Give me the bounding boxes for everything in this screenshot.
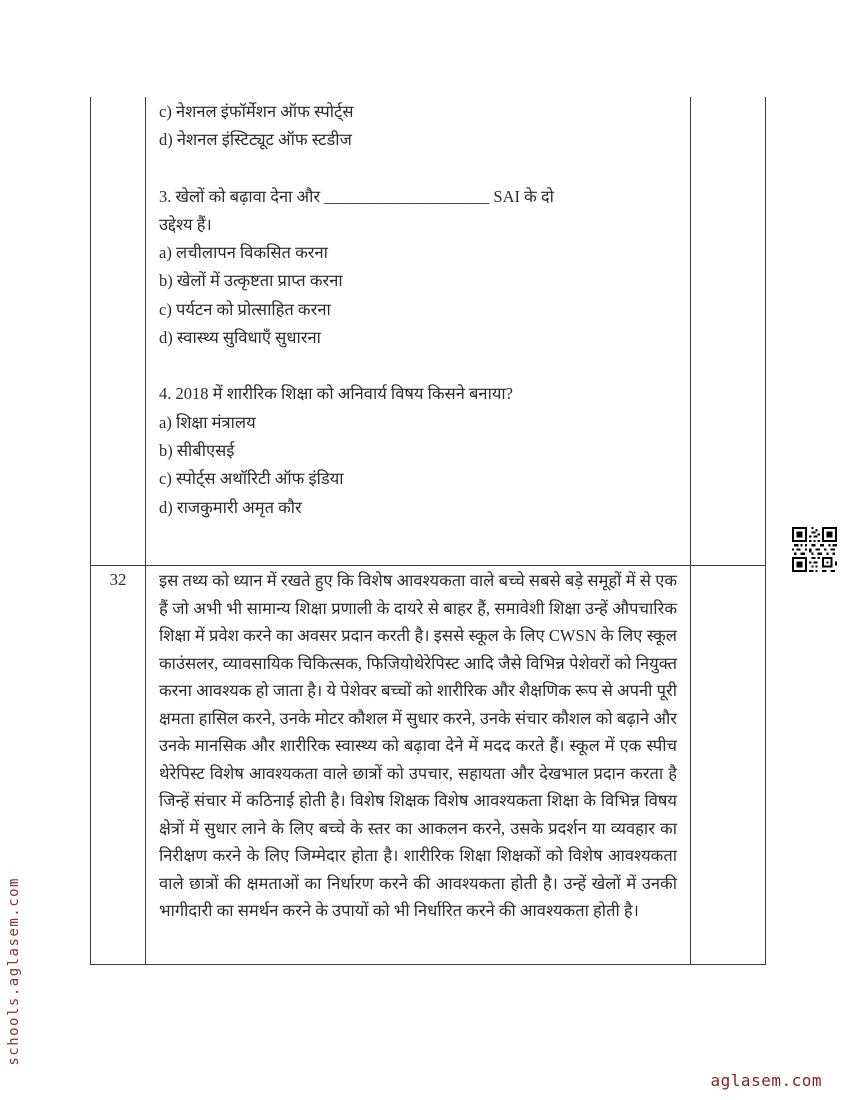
q4-option-d: d) राजकुमारी अमृत कौर [159, 497, 302, 517]
q3-option-c: c) पर्यटन को प्रोत्साहित करना [159, 299, 331, 319]
table-row-mcq [90, 97, 766, 565]
mcq-content-cell [145, 97, 690, 565]
watermark-aglasem: aglasem.com [710, 1071, 822, 1090]
q3-option-a: a) लचीलापन विकसित करना [159, 243, 328, 263]
q4-stem: 4. 2018 में शारीरिक शिक्षा को अनिवार्य विषय किसने बनाया? [159, 384, 514, 404]
table-row-q32 [90, 565, 766, 965]
watermark-schools-aglasem: schools.aglasem.com [6, 877, 22, 1066]
q3-stem-line2: उद्देश्य हैं। [159, 214, 212, 234]
question-number-32: 32 [90, 565, 145, 965]
q4-option-b: b) सीबीएसई [159, 440, 235, 460]
question-table [90, 97, 766, 965]
q3-stem-line1: 3. खेलों को बढ़ावा देना और ____________________ SAI के दो [159, 186, 554, 206]
marks-cell-empty [690, 97, 766, 565]
q3-option-b: b) खेलों में उत्कृष्टता प्राप्त करना [159, 271, 343, 291]
marks-cell-empty-32 [690, 565, 766, 965]
q32-passage: इस तथ्य को ध्यान में रखते हुए कि विशेष आवश्यकता वाले बच्चे सबसे बड़े समूहों में से एक हैं जो अभी भी सामान्य शिक्षा प्रणाली के दायरे से बाहर हैं, समावेशी शिक्षा उन्हें औपचारिक शिक्षा में प्रवेश करने का अवसर प्रदान करती है। इससे स्कूल के लिए CWSN के लिए स्कूल काउंसलर, व्यावसायिक चिकित्सक, फिजियोथेरेपिस्ट आदि जैसे विभिन्न पेशेवरों को नियुक्त करना आवश्यक हो जाता है। ये पेशेवर बच्चों को शारीरिक और शैक्षणिक रूप से अपनी पूरी क्षमता हासिल करने, उनके मोटर कौशल में सुधार करने, उनके संचार कौशल को बढ़ाने और उनके मानसिक और शारीरिक स्वास्थ्य को बढ़ावा देने में मदद करते हैं। स्कूल में एक स्पीच थेरेपिस्ट विशेष आवश्यकता वाले छात्रों को उपचार, सहायता और देखभाल प्रदान करता है जिन्हें संचार में कठिनाई होती है। विशेष शिक्षक विशेष आवश्यकता शिक्षा के विभिन्न विषय क्षेत्रों में सुधार लाने के लिए बच्चे के स्तर का आकलन करने, उसके प्रदर्शन या व्यवहार का निरीक्षण करने के लिए जिम्मेदार होता है। शारीरिक शिक्षा शिक्षकों को विशेष आवश्यकता वाले छात्रों की क्षमताओं का निर्धारण करने की आवश्यकता होती है। उन्हें खेलों में उनकी भागीदारी का समर्थन करने के उपायों को भी निर्धारित करने की आवश्यकता होती है। [159, 571, 677, 920]
q3-option-d: d) स्वास्थ्य सुविधाएँ सुधारना [159, 328, 321, 348]
q32-content-cell [145, 565, 690, 965]
qr-code-icon [792, 527, 837, 572]
q4-option-c: c) स्पोर्ट्स अथॉरिटी ऑफ इंडिया [159, 469, 344, 489]
q4-option-a: a) शिक्षा मंत्रालय [159, 412, 256, 432]
q2-option-d: d) नेशनल इंस्टिट्यूट ऑफ स्टडीज [159, 130, 352, 150]
question-number-cell-empty [90, 97, 145, 565]
q2-option-c: c) नेशनल इंफॉर्मेशन ऑफ स्पोर्ट्स [159, 102, 354, 121]
